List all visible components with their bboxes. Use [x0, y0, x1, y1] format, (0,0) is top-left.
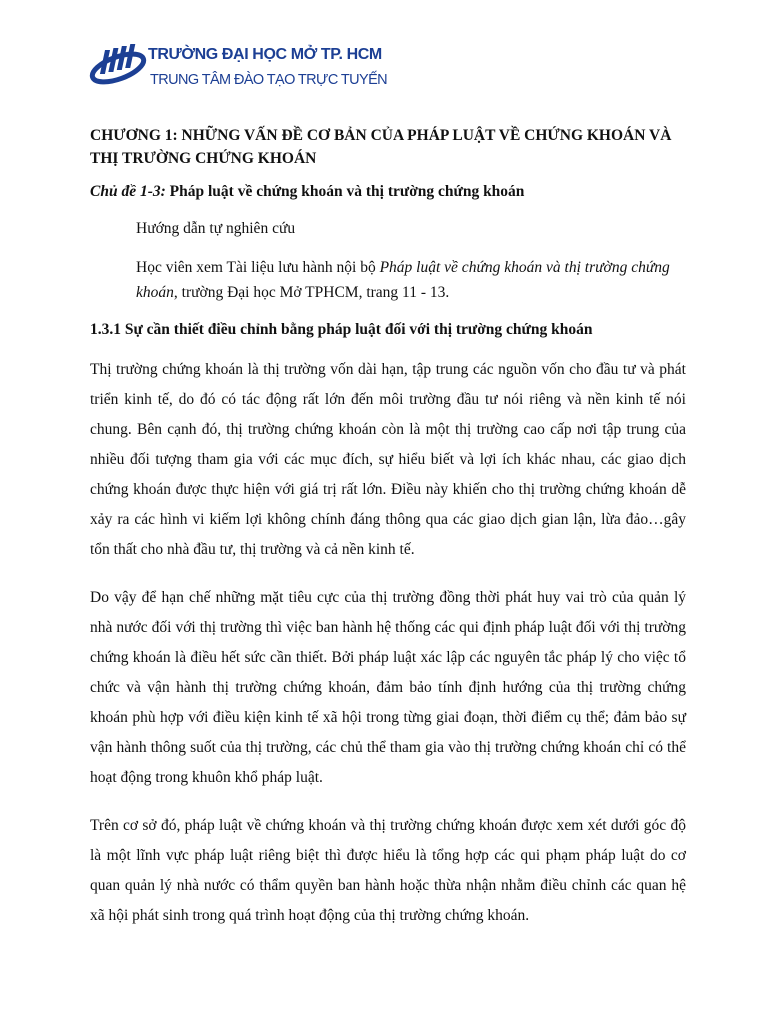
university-logo-icon — [88, 36, 150, 92]
guide-prefix: Học viên xem Tài liệu lưu hành nội bộ — [136, 259, 380, 276]
guide-document-title: Pháp luật về chứng khoán và thị trường chứng khoán — [136, 259, 670, 301]
center-name: TRUNG TÂM ĐÀO TẠO TRỰC TUYẾN — [150, 72, 388, 88]
document-body — [90, 124, 686, 931]
paragraph: Do vậy để hạn chế những mặt tiêu cực của thị trường đồng thời phát huy vai trò của quản lý nhà nước đối với thị trường thì việc ban hành hệ thống các qui định pháp luật đối với thị trường chứng khoán là điều hết sức cần thiết. Bởi pháp luật xác lập các nguyên tắc pháp lý cho việc tổ chức và vận hành thị trường chứng khoán, đảm bảo tính định hướng của thị trường chứng khoán phù hợp với điều kiện kinh tế xã hội trong từng giai đoạn, thời điểm cụ thể; đảm bảo sự vận hành thông suốt của thị trường, các chủ thể tham gia vào thị trường chứng khoán chỉ có thể hoạt động trong khuôn khổ pháp luật. — [90, 589, 686, 786]
school-name: TRƯỜNG ĐẠI HỌC MỞ TP. HCM — [148, 46, 382, 63]
page-header — [88, 36, 388, 106]
topic-title: Pháp luật về chứng khoán và thị trường chứng khoán — [165, 183, 525, 200]
paragraph: Trên cơ sở đó, pháp luật về chứng khoán và thị trường chứng khoán được xem xét dưới góc độ là một lĩnh vực pháp luật riêng biệt thì được hiểu là tổng hợp các qui phạm pháp luật do cơ quan quản lý nhà nước có thẩm quyền ban hành hoặc thừa nhận nhằm điều chỉnh các quan hệ xã hội phát sinh trong quá trình hoạt động của thị trường chứng khoán. — [90, 817, 686, 924]
chapter-title: CHƯƠNG 1: NHỮNG VẤN ĐỀ CƠ BẢN CỦA PHÁP LUẬT VỀ CHỨNG KHOÁN VÀ THỊ TRƯỜNG CHỨNG KHOÁN — [90, 127, 672, 167]
study-guide — [136, 255, 686, 305]
paragraph: Thị trường chứng khoán là thị trường vốn dài hạn, tập trung các nguồn vốn cho đầu tư và phát triển kinh tế, do đó có tác động rất lớn đến môi trường đầu tư nói riêng và nền kinh tế nói chung. Bên cạnh đó, thị trường chứng khoán còn là một thị trường cao cấp nơi tập trung của nhiều đối tượng tham gia với các mục đích, sự hiểu biết và lợi ích khác nhau, các giao dịch chứng khoán được thực hiện với giá trị rất lớn. Điều này khiến cho thị trường chứng khoán dễ xảy ra các hình vi kiếm lợi không chính đáng thông qua các giao dịch gian lận, lừa đảo…gây tổn thất cho nhà đầu tư, thị trường và cả nền kinh tế. — [90, 361, 686, 558]
section-title: 1.3.1 Sự cần thiết điều chỉnh bằng pháp luật đối với thị trường chứng khoán — [90, 321, 593, 338]
guide-suffix: , trường Đại học Mở TPHCM, trang 11 - 13. — [173, 284, 450, 301]
self-study-heading: Hướng dẫn tự nghiên cứu — [136, 220, 296, 237]
topic-line — [90, 181, 686, 203]
topic-label: Chủ đề 1-3: — [90, 183, 166, 200]
